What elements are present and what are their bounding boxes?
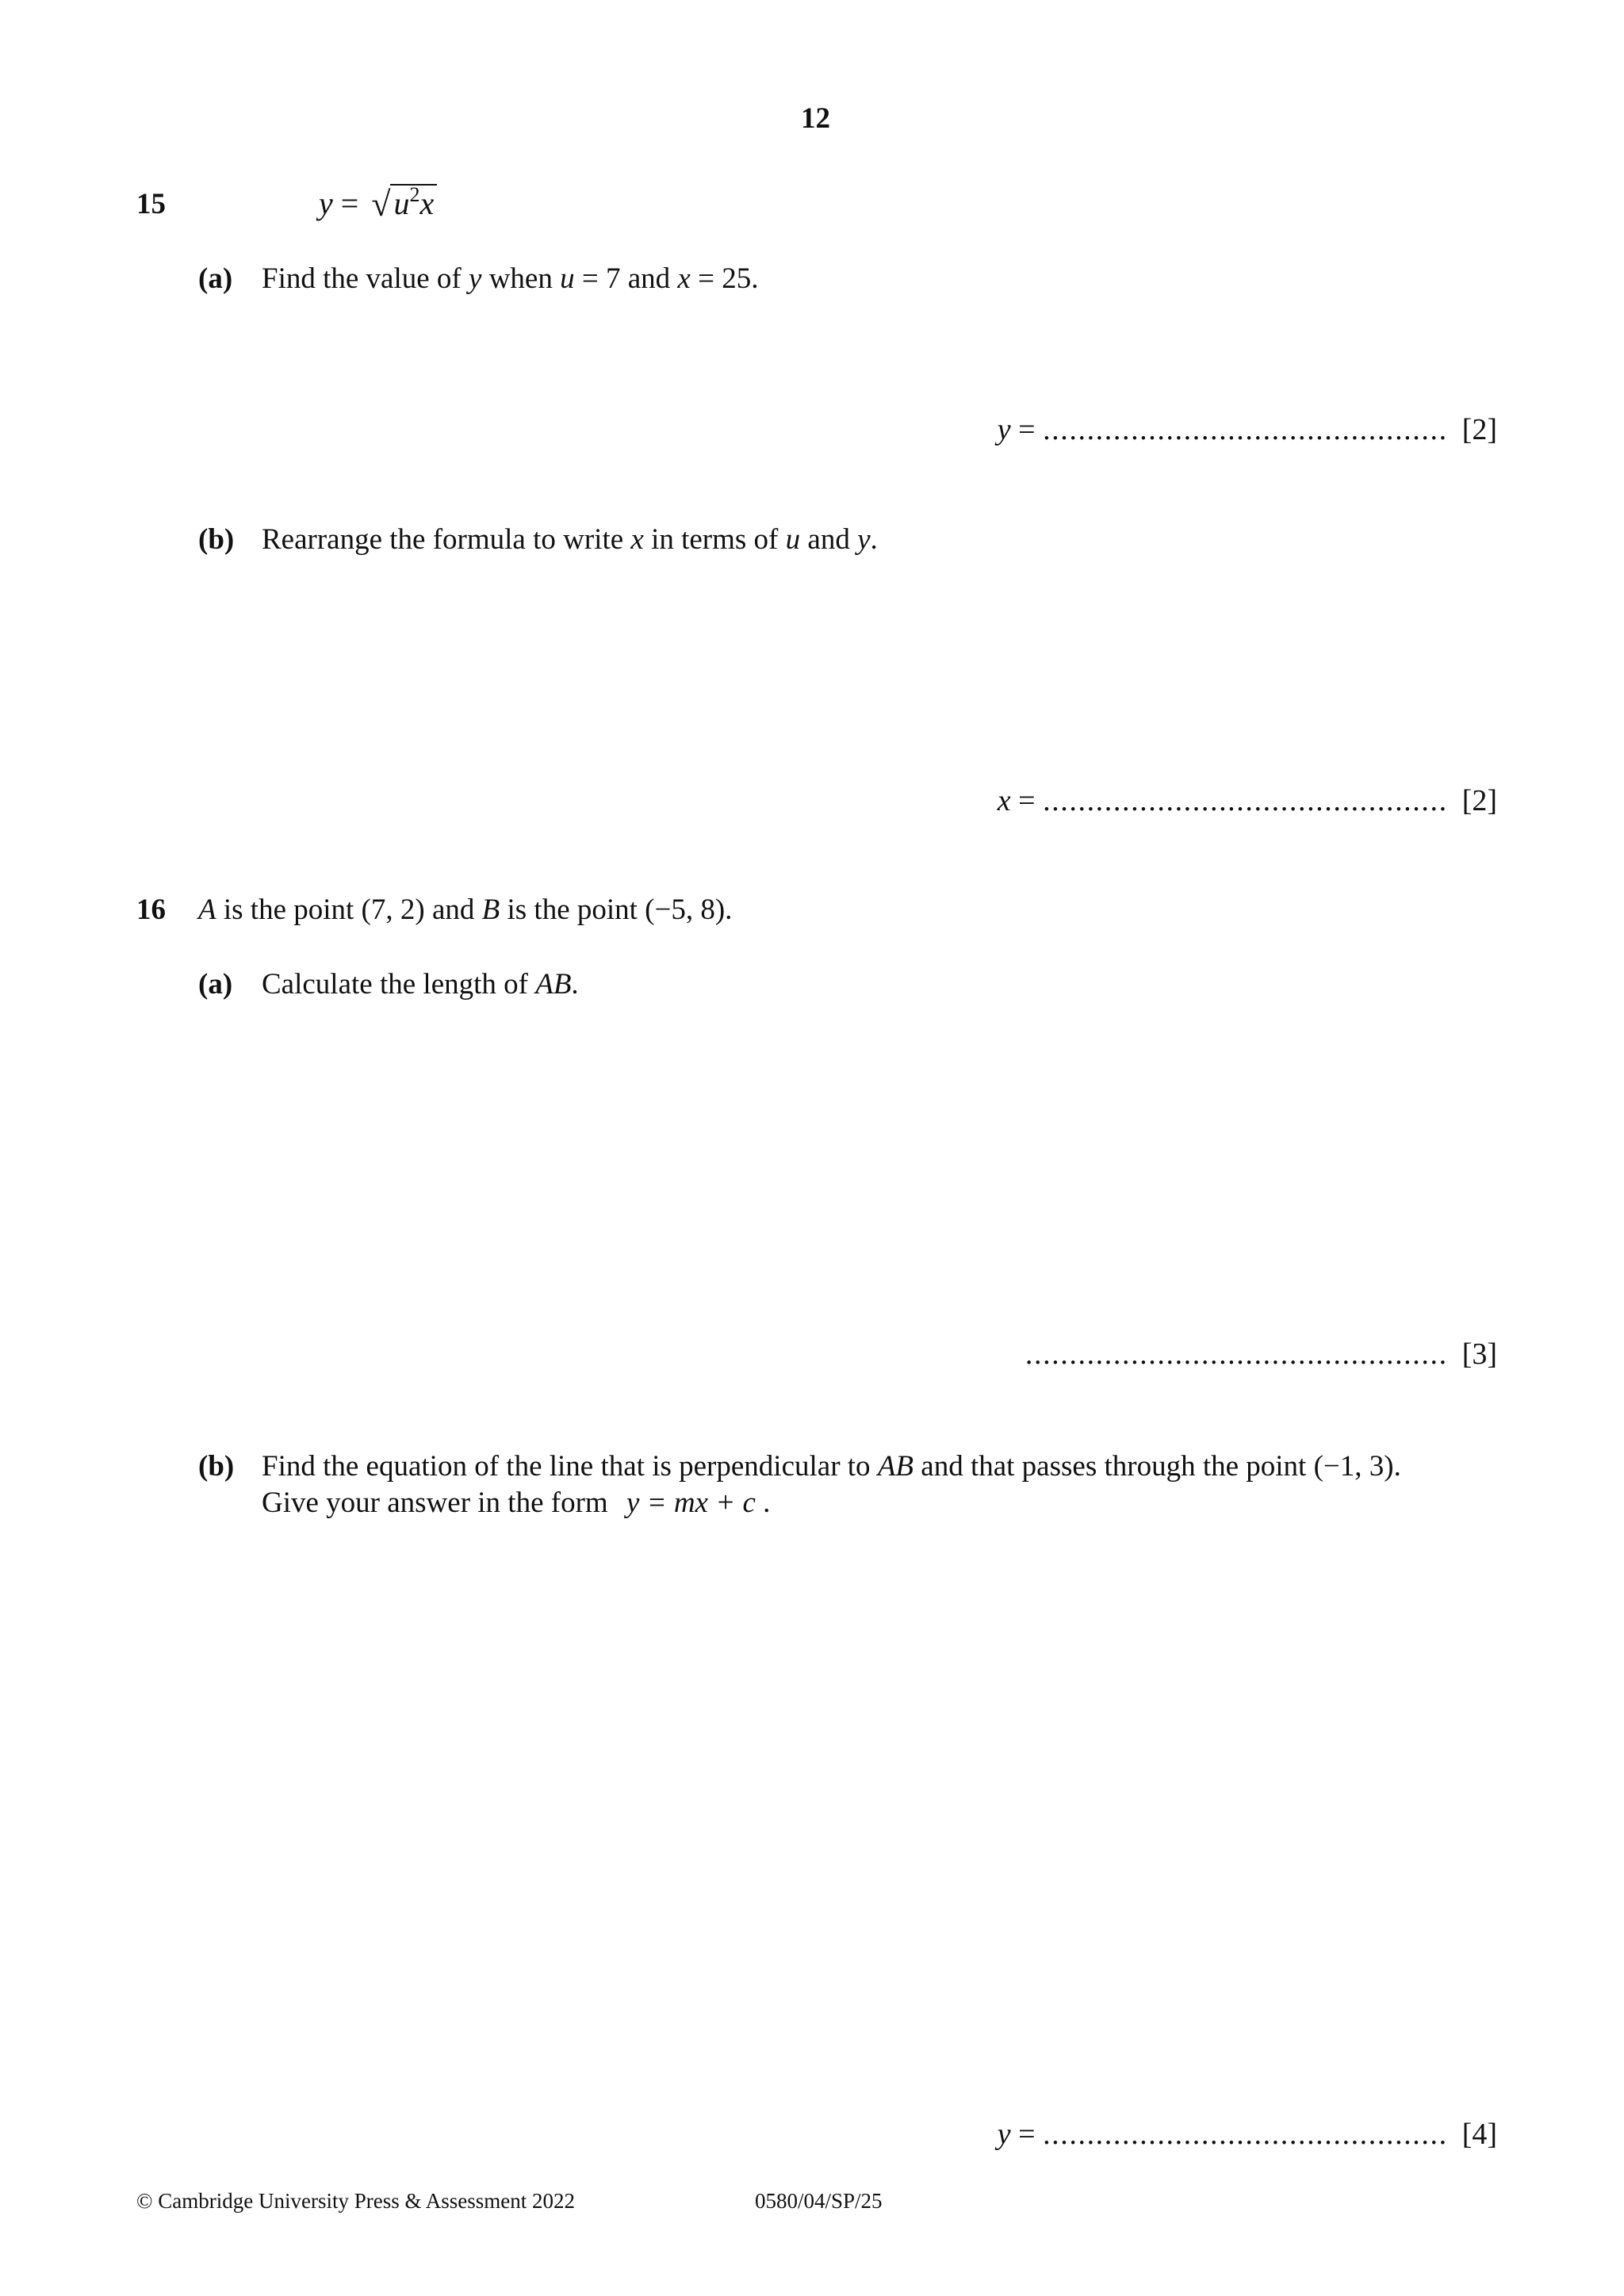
question-text-16b-line2 — [262, 1486, 770, 1521]
var-u: u — [785, 523, 801, 556]
text-segment: Find the value of — [262, 262, 469, 295]
var-y: y — [469, 262, 482, 295]
marks-15a: [2] — [1461, 413, 1497, 446]
text-segment: and that passes through the point (−1, 3). — [914, 1450, 1401, 1483]
square-root — [371, 184, 437, 226]
text-segment: Rearrange the formula to write — [262, 523, 631, 556]
answer-var: y — [997, 2118, 1011, 2151]
text-segment: = 25. — [690, 262, 759, 295]
answer-var: y — [997, 413, 1011, 446]
marks-15b: [2] — [1461, 784, 1497, 817]
page-number: 12 — [801, 102, 830, 135]
text-segment: . — [571, 968, 579, 1001]
answer-dots: .............................................. — [1043, 413, 1448, 446]
footer-paper-code: 0580/04/SP/25 — [755, 2189, 883, 2213]
question-text-16b-line1 — [262, 1449, 1401, 1484]
var-x: x — [677, 262, 691, 295]
answer-var: x — [997, 784, 1011, 817]
answer-line-16b[interactable] — [998, 2117, 1497, 2153]
text-segment: is the point (−5, 8). — [500, 894, 733, 926]
text-segment: in terms of — [643, 523, 786, 556]
answer-line-16a[interactable] — [1025, 1337, 1497, 1373]
text-segment: Calculate the length of — [262, 968, 536, 1001]
var-u: u — [560, 262, 575, 295]
answer-equals: = — [1010, 784, 1044, 817]
part-label-16a: (a) — [198, 968, 233, 1001]
question-stem-16 — [198, 893, 732, 928]
line-form: y = mx + c — [626, 1487, 756, 1519]
question-text-15a — [262, 262, 758, 297]
text-segment: and — [800, 523, 858, 556]
var-ab: AB — [535, 968, 572, 1001]
text-segment: . — [870, 523, 878, 556]
text-segment: = 7 and — [574, 262, 678, 295]
answer-equals: = — [1010, 413, 1044, 446]
text-segment: Find the equation of the line that is perpendicular to — [262, 1450, 878, 1483]
point-b: B — [481, 894, 500, 926]
text-segment: is the point (7, 2) and — [216, 894, 482, 926]
radicand — [390, 184, 437, 220]
question-number-16: 16 — [136, 894, 166, 926]
question-number-15: 15 — [136, 188, 166, 220]
answer-line-15b[interactable] — [998, 783, 1497, 820]
answer-line-15a[interactable] — [998, 412, 1497, 449]
radicand-base: u — [393, 186, 410, 221]
part-label-16b: (b) — [198, 1450, 235, 1483]
formula-q15 — [319, 184, 437, 226]
marks-16b: [4] — [1461, 2118, 1497, 2151]
question-text-15b — [262, 522, 878, 557]
part-label-15a: (a) — [198, 262, 233, 295]
text-segment: . — [755, 1487, 771, 1519]
text-segment: Give your answer in the form — [262, 1487, 615, 1519]
answer-dots: .............................................. — [1043, 2118, 1448, 2151]
formula-equals: = — [332, 186, 359, 221]
var-y: y — [857, 523, 871, 556]
radical-sign-icon: √ — [371, 185, 391, 224]
marks-16a: [3] — [1461, 1337, 1497, 1371]
radicand-var: x — [419, 186, 435, 221]
answer-equals: = — [1010, 2118, 1044, 2151]
answer-dots: ................................................ — [1025, 1337, 1448, 1371]
var-x: x — [630, 523, 644, 556]
part-label-15b: (b) — [198, 523, 235, 556]
point-a: A — [198, 894, 216, 926]
formula-lhs: y — [319, 186, 333, 221]
text-segment: when — [481, 262, 561, 295]
footer-copyright: © Cambridge University Press & Assessment 2022 — [136, 2189, 575, 2213]
radicand-exponent: 2 — [409, 183, 420, 206]
answer-dots: .............................................. — [1043, 784, 1448, 817]
var-ab: AB — [877, 1450, 914, 1483]
question-text-16a — [262, 967, 579, 1002]
